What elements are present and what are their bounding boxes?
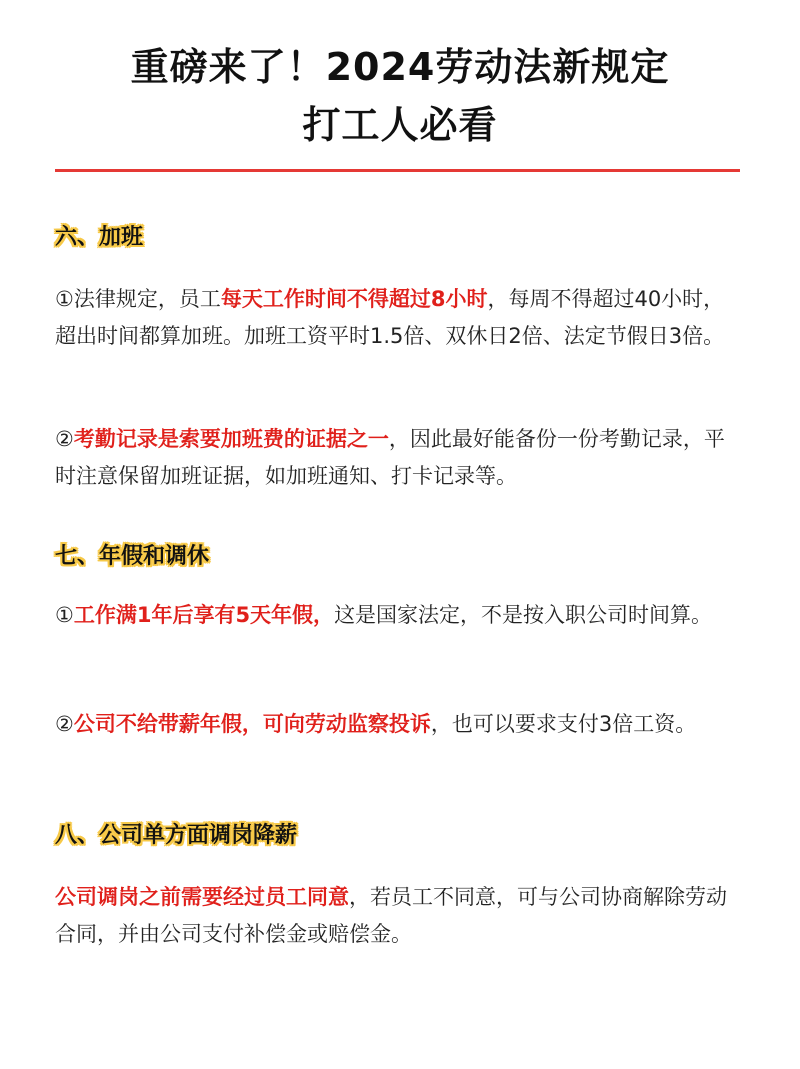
section-overtime <box>55 224 745 252</box>
paragraph-paid-leave-complaint <box>55 706 745 743</box>
paragraph-highlight: 公司调岗之前需要经过员工同意 <box>55 885 349 909</box>
paragraph-text: ② <box>55 712 74 736</box>
section-heading: 六、加班 <box>55 225 144 250</box>
section-job-transfer <box>55 822 745 850</box>
paragraph-highlight: 工作满1年后享有5天年假， <box>73 603 335 627</box>
section-annual-leave <box>55 543 745 571</box>
title-line-2: 打工人必看 <box>302 103 498 147</box>
section-heading: 七、年假和调休 <box>55 544 210 569</box>
paragraph-highlight: 公司不给带薪年假，可向劳动监察投诉 <box>73 712 431 736</box>
paragraph-text: ② <box>55 427 74 451</box>
paragraph-annual-leave-days <box>55 597 745 634</box>
paragraph-overtime-law <box>55 281 745 355</box>
title-divider <box>55 169 740 172</box>
paragraph-text: ，也可以要求支付3倍工资。 <box>430 712 697 736</box>
paragraph-job-transfer-consent <box>55 879 745 953</box>
paragraph-text: ①法律规定，员工 <box>55 287 221 311</box>
paragraph-text: ① <box>55 603 74 627</box>
paragraph-attendance-record <box>55 421 745 495</box>
paragraph-text: ，若员工不同意，可与公司协商解除劳动合同，并由公司支付补偿金或赔偿金。 <box>55 885 727 946</box>
paragraph-text: 这是国家法定，不是按入职公司时间算。 <box>334 603 713 627</box>
paragraph-highlight: 每天工作时间不得超过8小时 <box>220 287 488 311</box>
section-heading: 八、公司单方面调岗降薪 <box>55 823 298 848</box>
paragraph-highlight: 考勤记录是索要加班费的证据之一 <box>73 427 389 451</box>
paragraph-text: ，每周不得超过40小时，超出时间都算加班。加班工资平时1.5倍、双休日2倍、法定节假日3倍。 <box>55 287 725 348</box>
paragraph-text: ，因此最好能备份一份考勤记录，平时注意保留加班证据，如加班通知、打卡记录等。 <box>55 427 725 488</box>
page-title <box>0 38 800 154</box>
title-line-1: 重磅来了！2024劳动法新规定 <box>130 45 670 89</box>
